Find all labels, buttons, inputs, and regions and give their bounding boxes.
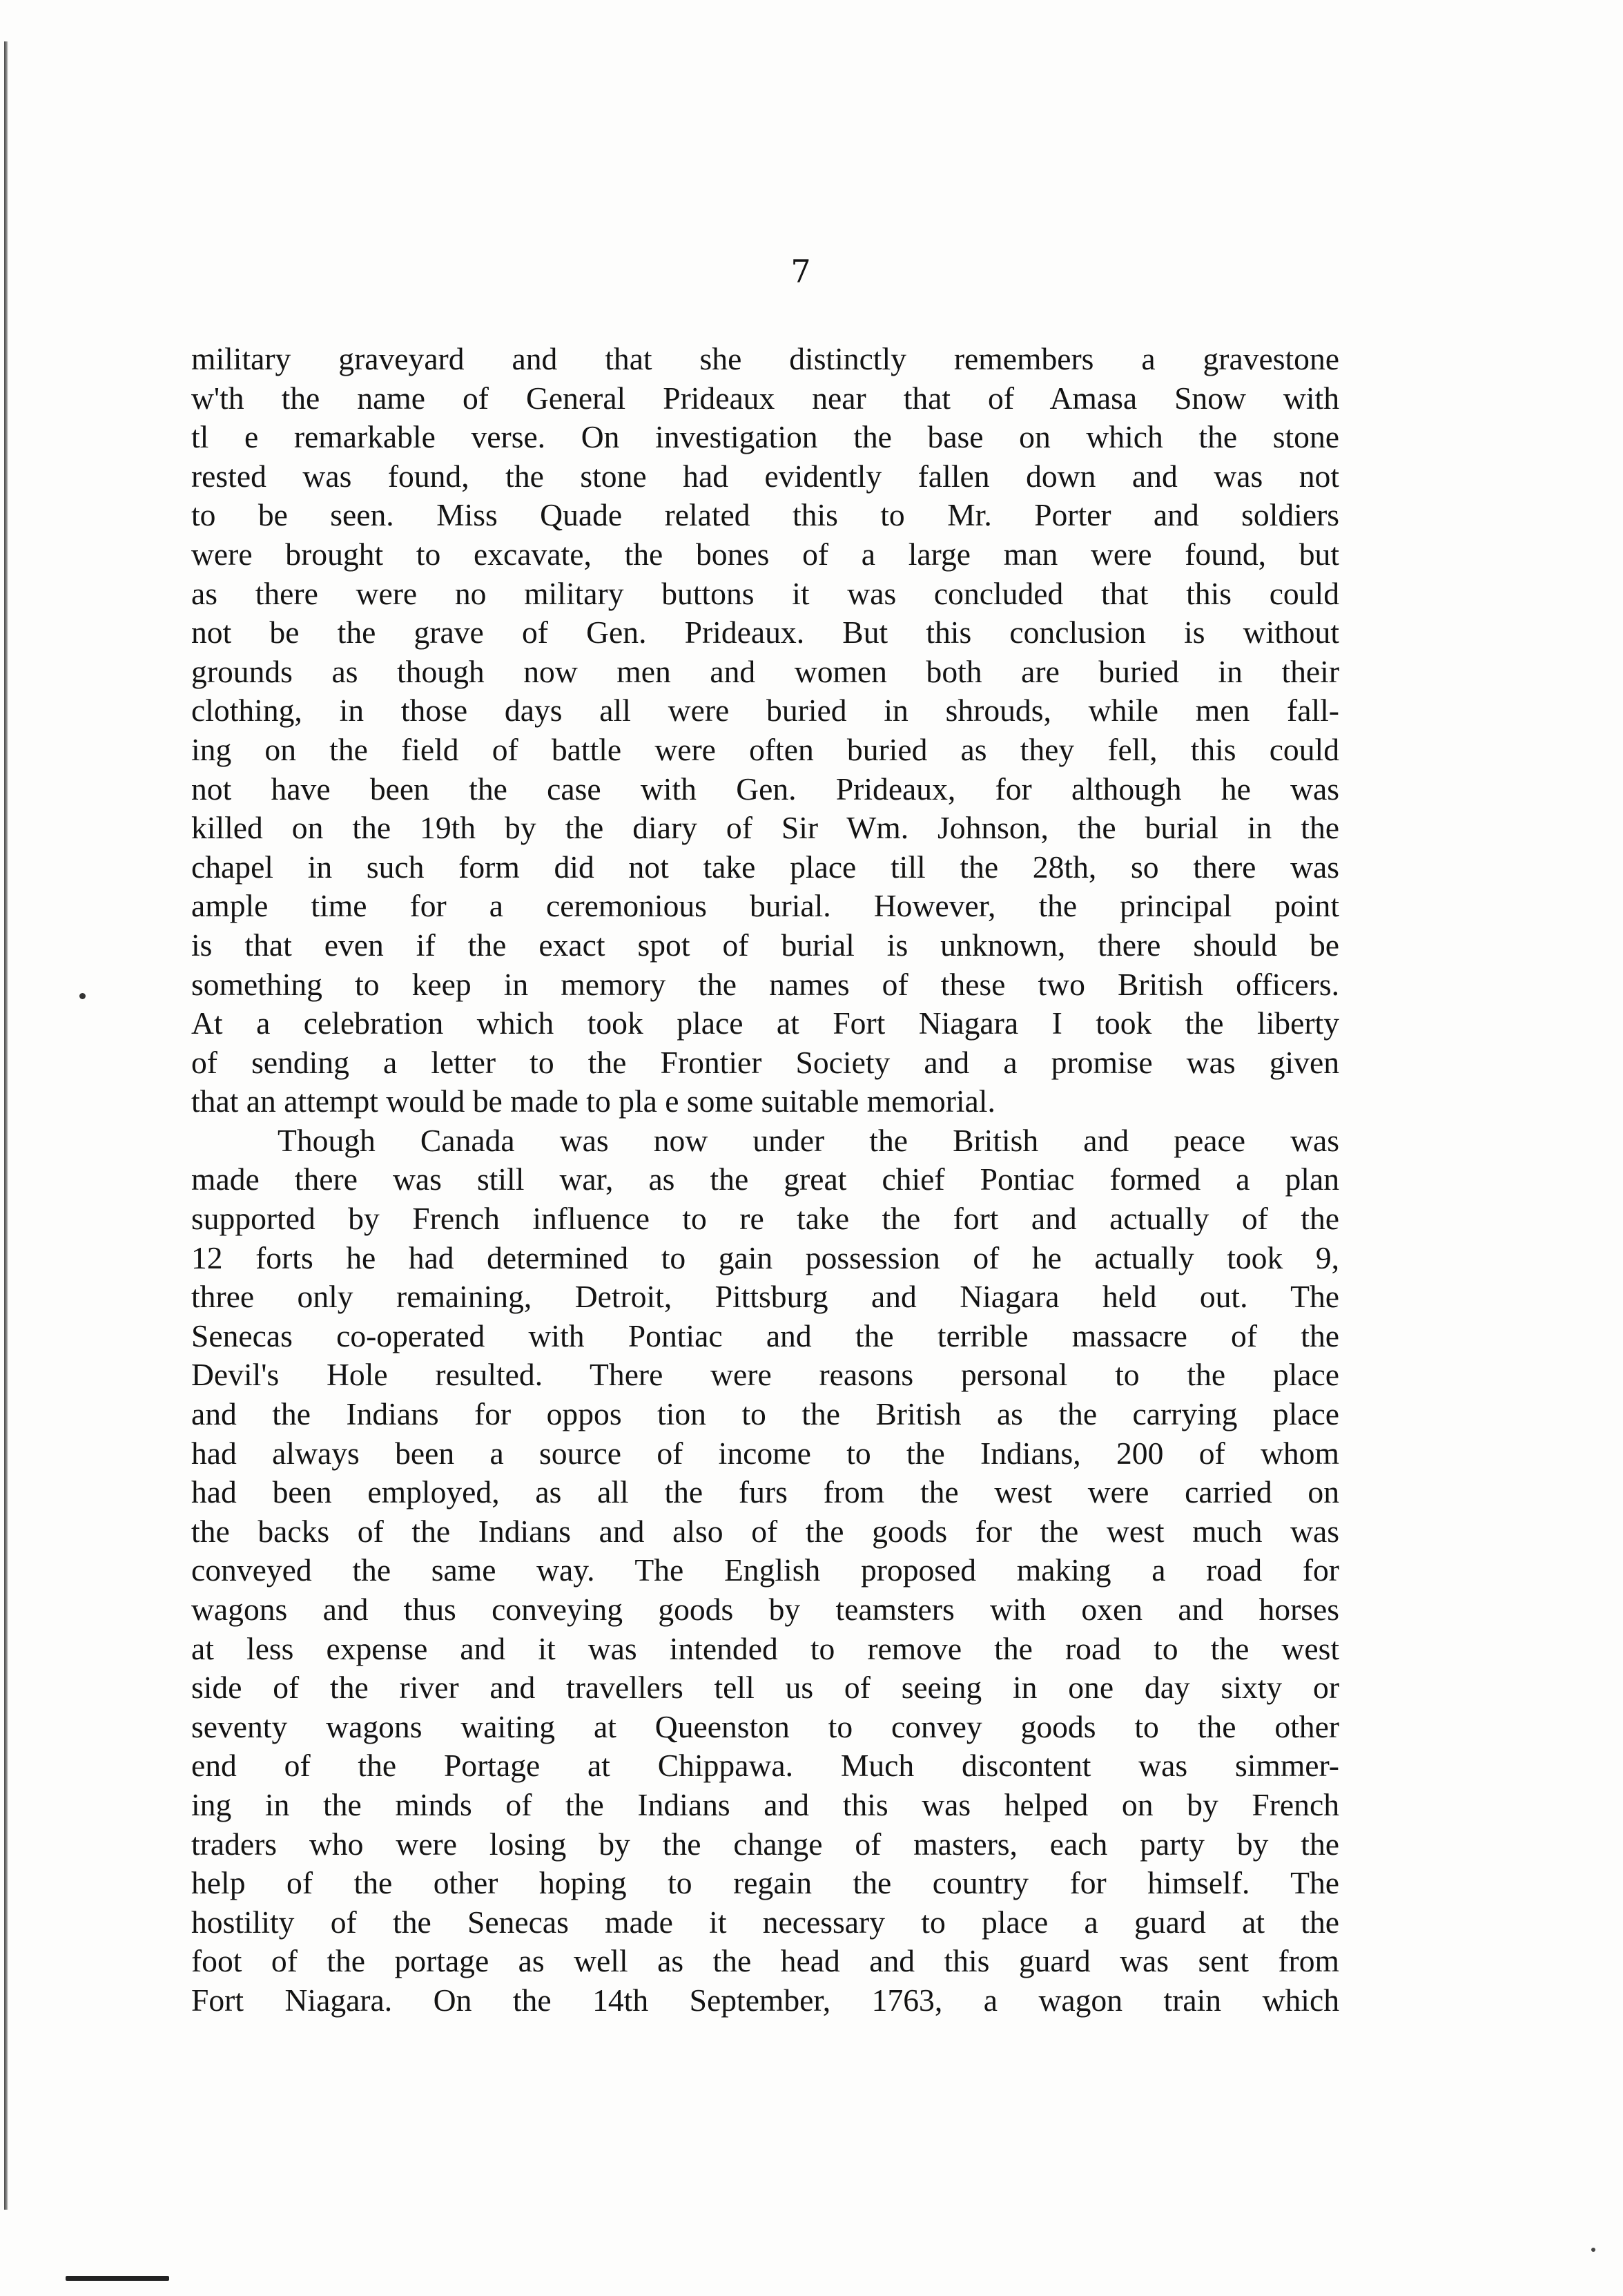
scan-speck: [79, 993, 86, 999]
text-line: Senecas co-operated with Pontiac and the terrible massacre of the: [191, 1318, 1339, 1353]
text-line: ing on the field of battle were often buried as they fell, this could: [191, 731, 1339, 767]
text-line: not have been the case with Gen. Prideaux, for although he was: [191, 771, 1339, 807]
text-line: were brought to excavate, the bones of a large man were found, but: [191, 536, 1339, 572]
text-line: Devil's Hole resulted. There were reasons personal to the place: [191, 1357, 1339, 1393]
text-line: is that even if the exact spot of burial is unknown, there should be: [191, 927, 1339, 963]
text-line: ample time for a ceremonious burial. However, the principal point: [191, 888, 1339, 924]
text-line: as there were no military buttons it was concluded that this could: [191, 575, 1339, 611]
text-line: chapel in such form did not take place till the 28th, so there was: [191, 849, 1339, 885]
page-number: 7: [790, 253, 811, 290]
text-line: foot of the portage as well as the head and this guard was sent from: [191, 1943, 1339, 1979]
text-line: to be seen. Miss Quade related this to Mr. Porter and soldiers: [191, 497, 1339, 533]
text-line: military graveyard and that she distinctly remembers a gravestone: [191, 341, 1339, 376]
text-line: tl e remarkable verse. On investigation the base on which the stone: [191, 419, 1339, 455]
text-line: supported by French influence to re take the fort and actually of the: [191, 1201, 1339, 1237]
text-line: rested was found, the stone had evidently fallen down and was not: [191, 458, 1339, 494]
scan-binding-edge: [4, 41, 8, 2210]
text-line: Though Canada was now under the British and peace was: [278, 1122, 1339, 1158]
scan-bottom-mark: [66, 2276, 169, 2281]
text-line: Fort Niagara. On the 14th September, 1763, a wagon train which: [191, 1982, 1339, 2018]
text-line: wagons and thus conveying goods by teamsters with oxen and horses: [191, 1592, 1339, 1627]
text-line: three only remaining, Detroit, Pittsburg and Niagara held out. The: [191, 1279, 1339, 1315]
text-line: at less expense and it was intended to remove the road to the west: [191, 1630, 1339, 1666]
text-line: made there was still war, as the great chief Pontiac formed a plan: [191, 1161, 1339, 1197]
scan-speck: [1591, 2248, 1595, 2252]
text-line: had always been a source of income to the Indians, 200 of whom: [191, 1435, 1339, 1471]
text-line: w'th the name of General Prideaux near that of Amasa Snow with: [191, 380, 1339, 416]
text-line: the backs of the Indians and also of the goods for the west much was: [191, 1513, 1339, 1549]
text-line: side of the river and travellers tell us of seeing in one day sixty or: [191, 1670, 1339, 1706]
body-text: [191, 340, 1339, 2020]
text-line: and the Indians for oppos tion to the British as the carrying place: [191, 1396, 1339, 1432]
text-line: killed on the 19th by the diary of Sir Wm. Johnson, the burial in the: [191, 810, 1339, 846]
text-line: that an attempt would be made to pla e some suitable memorial.: [191, 1083, 995, 1119]
text-line: grounds as though now men and women both are buried in their: [191, 653, 1339, 689]
text-line: At a celebration which took place at Fort Niagara I took the liberty: [191, 1005, 1339, 1041]
text-line: clothing, in those days all were buried in shrouds, while men fall-: [191, 693, 1339, 729]
text-line: hostility of the Senecas made it necessary to place a guard at the: [191, 1904, 1339, 1940]
text-line: ing in the minds of the Indians and this was helped on by French: [191, 1786, 1339, 1822]
text-line: had been employed, as all the furs from the west were carried on: [191, 1474, 1339, 1510]
text-line: of sending a letter to the Frontier Society and a promise was given: [191, 1044, 1339, 1080]
text-line: something to keep in memory the names of these two British officers.: [191, 966, 1339, 1002]
text-line: conveyed the same way. The English proposed making a road for: [191, 1552, 1339, 1588]
text-line: help of the other hoping to regain the country for himself. The: [191, 1865, 1339, 1901]
text-line: seventy wagons waiting at Queenston to convey goods to the other: [191, 1708, 1339, 1744]
text-line: not be the grave of Gen. Prideaux. But this conclusion is without: [191, 615, 1339, 650]
text-line: 12 forts he had determined to gain possession of he actually took 9,: [191, 1239, 1339, 1275]
text-line: traders who were losing by the change of masters, each party by the: [191, 1826, 1339, 1862]
text-line: end of the Portage at Chippawa. Much discontent was simmer-: [191, 1748, 1339, 1784]
